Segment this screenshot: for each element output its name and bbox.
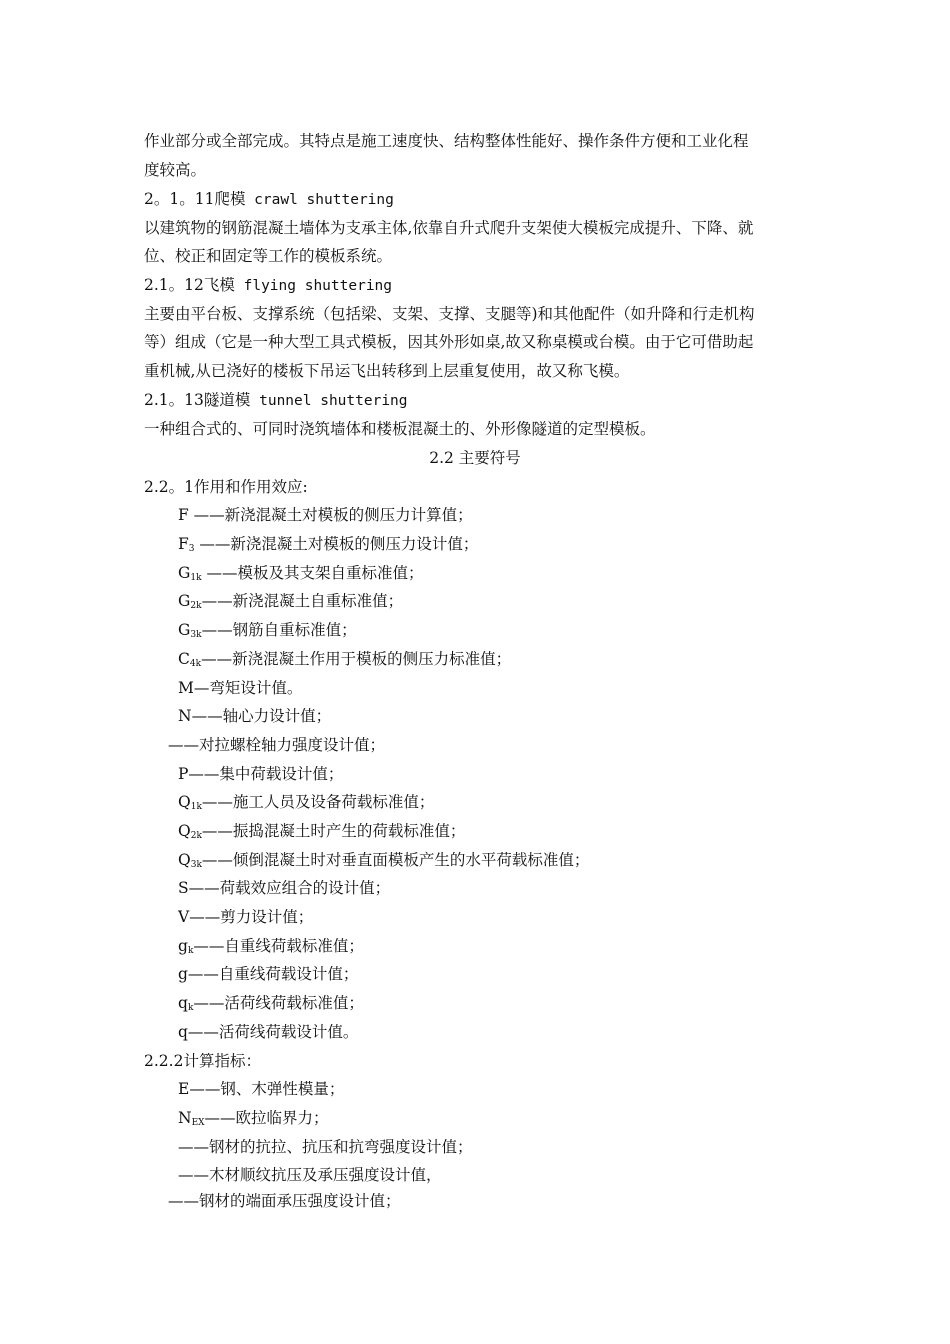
symbol-item: ——木材顺纹抗压及承压强度设计值， (178, 1166, 442, 1184)
paragraph-line: 作业部分或全部完成。其特点是施工速度快、结构整体性能好、操作条件方便和工业化程 (144, 132, 749, 150)
symbol-item: ——钢材的端面承压强度设计值； (168, 1192, 401, 1210)
clause-number: 2。1。11爬模 (144, 190, 246, 208)
symbol-item: $Q_{3k}——$倾倒混凝土时对垂直面模板产生的水平荷载标准值； (178, 851, 590, 870)
symbol-item: $G_{2k}——$新浇混凝土自重标准值； (178, 592, 404, 611)
clause-number: 2.1。13隧道模 (144, 391, 251, 409)
symbol-item: ——钢材的抗拉、抗压和抗弯强度设计值； (178, 1138, 473, 1156)
section-heading-2-2: 2.2 主要符号 (429, 449, 521, 467)
symbol-item: $G_{3k}——$钢筋自重标准值； (178, 621, 357, 640)
symbol-item: $g_k——$自重线荷载标准值； (178, 937, 364, 956)
symbol-item: q——活荷线荷载设计值。 (178, 1023, 359, 1041)
paragraph-line: 位、校正和固定等工作的模板系统。 (144, 247, 393, 265)
symbol-item: N——轴心力设计值； (178, 707, 332, 725)
symbol-item: $G_{1k}$ ——模板及其支架自重标准值； (178, 564, 424, 583)
symbol-item: $Q_{2k}——$振捣混凝土时产生的荷载标准值； (178, 822, 466, 841)
symbol-item: $C_{4k}——$新浇混凝土作用于模板的侧压力标准值； (178, 650, 512, 669)
clause-heading-2-1-11 (144, 189, 810, 210)
clause-english-term: flying shuttering (234, 278, 393, 294)
symbol-item: $F_3$ ——新浇混凝土对模板的侧压力设计值； (178, 535, 479, 554)
clause-heading-2-1-12 (144, 275, 810, 296)
clause-heading-2-1-13 (144, 390, 810, 411)
symbol-item: E——钢、木弹性模量； (178, 1080, 345, 1098)
clause-english-term: tunnel shuttering (250, 393, 408, 409)
clause-english-term: crawl shuttering (245, 192, 394, 208)
symbol-item: g——自重线荷载设计值； (178, 965, 359, 983)
paragraph-line: 以建筑物的钢筋混凝土墙体为支承主体,依靠自升式爬升支架使大模板完成提升、下降、就 (144, 219, 754, 237)
symbol-item: F ——新浇混凝土对模板的侧压力计算值； (178, 506, 473, 524)
paragraph-line: 度较高。 (144, 161, 207, 179)
symbol-item: M—弯矩设计值。 (178, 679, 303, 697)
clause-number: 2.1。12飞模 (144, 276, 235, 294)
symbol-item: ——对拉螺栓轴力强度设计值； (168, 736, 386, 754)
paragraph-line: 一种组合式的、可同时浇筑墙体和楼板混凝土的、外形像隧道的定型模板。 (144, 420, 656, 438)
subsection-heading-2-2-1: 2.2。1作用和作用效应: (144, 478, 308, 496)
paragraph-line: 重机械,从已浇好的楼板下吊运飞出转移到上层重复使用，故又称飞模。 (144, 362, 630, 380)
symbol-item: P——集中荷载设计值； (178, 765, 344, 783)
subsection-heading-2-2-2: 2.2.2计算指标： (144, 1052, 261, 1070)
symbol-item: S——荷载效应组合的设计值； (178, 879, 391, 897)
paragraph-line: 等）组成（它是一种大型工具式模板，因其外形如桌,故又称桌模或台模。由于它可借助起 (144, 333, 754, 351)
paragraph-line: 主要由平台板、支撑系统（包括梁、支架、支撑、支腿等)和其他配件（如升降和行走机构 (144, 305, 755, 323)
symbol-item: $N_{EX}——$欧拉临界力； (178, 1109, 329, 1128)
symbol-item: $Q_{1k}——$施工人员及设备荷载标准值； (178, 793, 435, 812)
symbol-item: V——剪力设计值； (178, 908, 314, 926)
symbol-item: $q_k——$活荷线荷载标准值； (178, 994, 364, 1013)
